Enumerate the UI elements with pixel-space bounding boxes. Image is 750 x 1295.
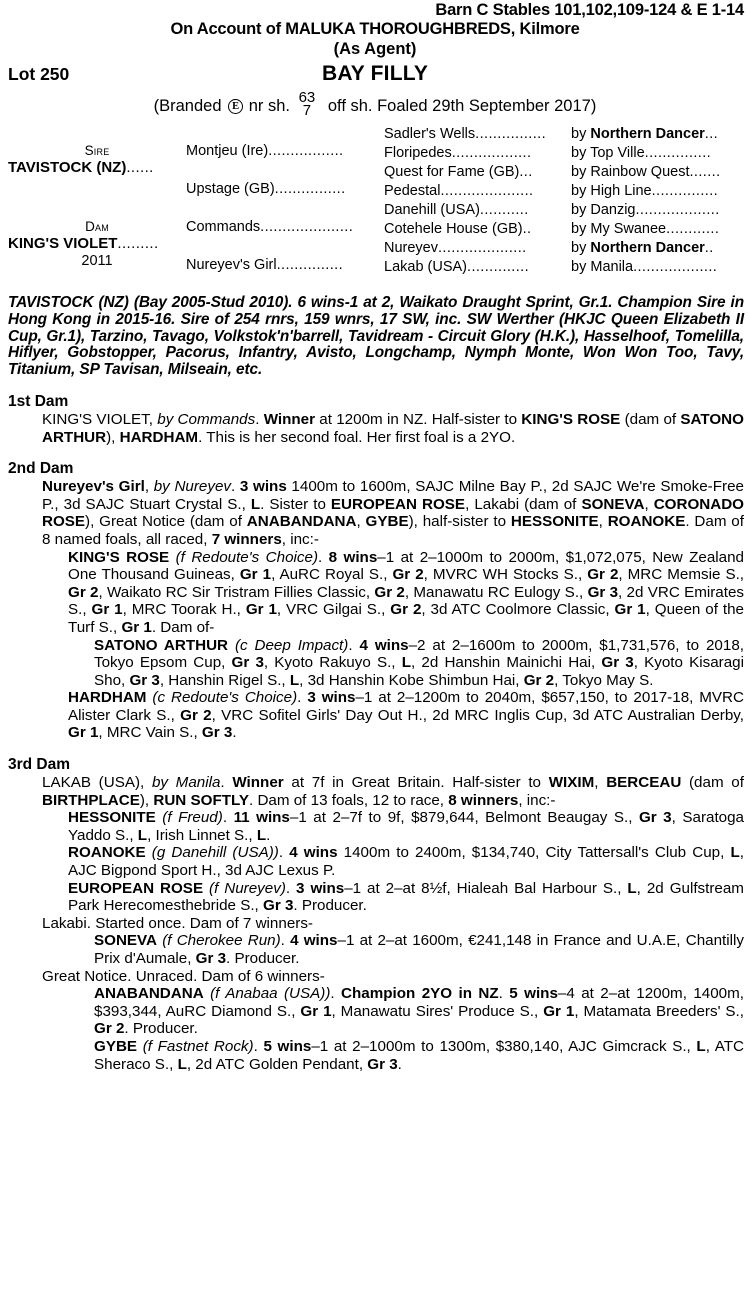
first-dam-heading: 1st Dam [8,392,69,410]
great-grandparent-2: Floripedes.................. [384,145,532,161]
sire-block [8,143,186,176]
second-dam-heading: 2nd Dam [8,460,74,478]
great-grandparent-6: Cotehele House (GB).. [384,221,532,237]
dam-label: Dam [85,219,109,234]
brand-numerator: 63 [298,89,316,106]
roanoke-detail: 1400m to 2400m, $134,740, City Tattersall's Club Cup, L, AJC Bigpond Sport H., 3d AJC Lexus P. [68,844,744,880]
grandparent-4: Nureyev's Girl............... [186,257,344,273]
pedigree-col-sires-of [571,125,750,281]
gg-sire-8: by Manila................... [571,259,718,275]
dam-year: 2011 [81,253,113,269]
gg-sire-4: by High Line............... [571,183,719,199]
great-grandparent-3: Quest for Fame (GB)... [384,164,533,180]
pedigree-col-grandparents [186,125,380,281]
first-dam-body: KING'S VIOLET, by Commands. Winner at 1200m in NZ. Half-sister to KING'S ROSE (dam of SATONO ARTHUR), HARDHAM. This is her second foal. Her first foal is a 2YO. [42,410,744,446]
progeny-hardham: HARDHAM (c Redoute's Choice). 3 wins–1 at 2–1200m to 2040m, $657,150, to 2017-18, MVRC Alister Clark S., Gr 2, VRC Sofitel Girls' Day Out H., 2d MRC Inglis Cup, 3d ATC Australian Derby, Gr 1, MRC Vain S., Gr 3. [68,689,744,742]
progeny-kings-rose: KING'S ROSE (f Redoute's Choice). 8 wins–1 at 2–1000m to 2000m, $1,072,075, New Zealand One Thousand Guineas, Gr 1, AuRC Royal S., Gr 2, MVRC WH Stocks S., Gr 2, MRC Memsie S., Gr 2, Waikato RC Sir Tristram Fillies Classic, Gr 2, Manawatu RC Eulogy S., Gr 3, 2d VRC Emirates S., Gr 1, MRC Toorak H., Gr 1, VRC Gilgai S., Gr 2, 3d ATC Coolmore Classic, Gr 1, Queen of the Turf S., Gr 1. Dam of- [68,548,745,636]
great-notice-note: Great Notice. Unraced. Dam of 6 winners- [42,967,325,985]
brand-number-fraction [299,91,316,117]
account-line: On Account of MALUKA THOROUGHBREDS, Kilmore [170,20,580,38]
sire-name: TAVISTOCK (NZ)...... [8,159,154,176]
great-grandparent-5: Danehill (USA)........... [384,202,529,218]
kings-rose-detail: –1 at 2–1000m to 2000m, $1,072,075, New Zealand One Thousand Guineas, Gr 1, AuRC Royal S., Gr 2, MVRC WH Stocks S., Gr 2, MRC Memsie S., Gr 2, Waikato RC Sir Tristram Fillies Classic, Gr 2, Manawatu RC Eulogy S., Gr 3, 2d VRC Emirates S., Gr 1, MRC Toorak H., Gr 1, VRC Gilgai S., Gr 2, 3d ATC Coolmore Classic, Gr 1, Queen of the Turf S., Gr 1. Dam of- [68,548,745,636]
grandparent-3: Commands..................... [186,219,354,235]
european-rose-detail: –1 at 2–at 8½f, Hialeah Bal Harbour S., L, 2d Gulfstream Park Herecomesthebride S., Gr 3. Producer. [68,879,744,915]
grandparent-2: Upstage (GB)................ [186,181,346,197]
barn-stables-line: Barn C Stables 101,102,109-124 & E 1-14 [435,1,744,19]
branded-suffix: off sh. Foaled 29th September 2017) [327,97,597,115]
dam-name: KING'S VIOLET......... [8,235,159,252]
gg-sire-6: by My Swanee............ [571,221,720,237]
brand-letter: E [232,101,240,112]
dam-dots: ......... [117,235,159,252]
agent-line: (As Agent) [333,40,417,58]
progeny-satono-arthur: SATONO ARTHUR (c Deep Impact). 4 wins–2 at 2–1600m to 2000m, $1,731,576, to 2018, Tokyo Epsom Cup, Gr 3, Kyoto Rakuyo S., L, 2d Hanshin Mainichi Hai, Gr 3, Kyoto Kisaragi Sho, Gr 3, Hanshin Rigel S., L, 3d Hanshin Kobe Shimbun Hai, Gr 2, Tokyo May S. [94,636,745,689]
great-grandparent-1: Sadler's Wells................ [384,126,547,142]
satono-arthur-detail: –2 at 2–1600m to 2000m, $1,731,576, to 2018, Tokyo Epsom Cup, Gr 3, Kyoto Rakuyo S., L, 2d Hanshin Mainichi Hai, Gr 3, Kyoto Kisaragi Sho, Gr 3, Hanshin Rigel S., L, 3d Hanshin Kobe Shimbun Hai, Gr 2, Tokyo May S. [94,636,745,689]
branding-line [4,91,746,117]
gg-sire-7: by Northern Dancer.. [571,240,714,256]
progeny-soneva: SONEVA (f Cherokee Run). 4 wins–1 at 2–at 1600m, €241,148 in France and U.A.E, Chantilly Prix d'Aumale, Gr 3. Producer. [94,932,744,968]
progeny-hessonite: HESSONITE (f Freud). 11 wins–1 at 2–7f to 9f, $879,644, Belmont Beaugay S., Gr 3, Saratoga Yaddo S., L, Irish Linnet S., L. [68,809,745,844]
progeny-european-rose: EUROPEAN ROSE (f Nureyev). 3 wins–1 at 2–at 8½f, Hialeah Bal Harbour S., L, 2d Gulfstream Park Herecomesthebride S., Gr 3. Producer. [68,879,744,915]
branded-near-shoulder: nr sh. [248,97,290,115]
great-grandparent-8: Lakab (USA).............. [384,259,530,275]
brand-denominator: 7 [302,102,312,119]
hardham-detail: –1 at 2–1200m to 2040m, $657,150, to 2017-18, MVRC Alister Clark S., Gr 2, VRC Sofitel Girls' Day Out H., 2d MRC Inglis Cup, 3d ATC Australian Derby, Gr 1, MRC Vain S., Gr 3. [68,689,744,742]
progeny-roanoke: ROANOKE (g Danehill (USA)). 4 wins 1400m to 2400m, $134,740, City Tattersall's Club Cup, L, AJC Bigpond Sport H., 3d AJC Lexus P. [68,844,744,880]
sire-summary-paragraph: TAVISTOCK (NZ) (Bay 2005-Stud 2010). 6 wins-1 at 2, Waikato Draught Sprint, Gr.1. Champion Sire in Hong Kong in 2015-16. Sire of 254 rnrs, 159 wnrs, 17 SW, inc. SW Werther (HKJC Queen Elizabeth II Cup, Gr.1), Tarzino, Tavago, Volkstok'n'barrell, Tavidream - Circuit Glory (H.K.), Hasselhoof, Tomelilla, Hiflyer, Gobstopper, Pacorus, Infantry, Avisto, Longchamp, Nymph Monte, Won Won Too, Tavy, Titanium, SP Tavisan, Milseain, etc. [8,294,744,379]
pedigree-col-parents [8,125,186,281]
gg-sire-5: by Danzig................... [571,202,720,218]
soneva-detail: –1 at 2–at 1600m, €241,148 in France and U.A.E, Chantilly Prix d'Aumale, Gr 3. Producer. [94,932,744,968]
second-dam-body: Nureyev's Girl, by Nureyev. 3 wins 1400m to 1600m, SAJC Milne Bay P., 2d SAJC We're Smoke-Free P., 3d SAJC Stuart Crystal S., L. Sister to EUROPEAN ROSE, Lakabi (dam of SONEVA, CORONADO ROSE), Great Notice (dam of ANABANDANA, GYBE), half-sister to HESSONITE, ROANOKE. Dam of 8 named foals, all raced, 7 winners, inc:- [42,478,744,548]
gybe-detail: –1 at 2–1000m to 1300m, $380,140, AJC Gimcrack S., L, ATC Sheraco S., L, 2d ATC Golden Pendant, Gr 3. [94,1037,744,1073]
gg-sire-1: by Northern Dancer... [571,126,719,142]
lot-number: Lot 250 [8,64,70,84]
third-dam-heading: 3rd Dam [8,756,71,774]
dam-block [8,219,186,270]
great-grandparent-4: Pedestal..................... [384,183,534,199]
progeny-gybe: GYBE (f Fastnet Rock). 5 wins–1 at 2–1000m to 1300m, $380,140, AJC Gimcrack S., L, ATC Sheraco S., L, 2d ATC Golden Pendant, Gr 3. [94,1037,744,1073]
grandparent-1: Montjeu (Ire)................. [186,143,344,159]
lakabi-note: Lakabi. Started once. Dam of 7 winners- [42,914,313,932]
sire-label: Sire [84,143,110,158]
third-dam-body: LAKAB (USA), by Manila. Winner at 7f in Great Britain. Half-sister to WIXIM, BERCEAU (dam of BIRTHPLACE), RUN SOFTLY. Dam of 13 foals, 12 to race, 8 winners, inc:- [42,774,744,809]
branded-prefix: (Branded [153,97,222,115]
pedigree-table [4,125,746,281]
page-title: BAY FILLY [321,62,429,85]
progeny-anabandana: ANABANDANA (f Anabaa (USA)). Champion 2YO in NZ. 5 wins–4 at 2–at 1200m, 1400m, $393,344, AuRC Diamond S., Gr 1, Manawatu Sires' Produce S., Gr 1, Matamata Breeders' S., Gr 2. Producer. [94,985,744,1038]
lot-title-row [4,62,746,90]
sire-dots: ...... [126,159,154,176]
anabandana-detail: –4 at 2–at 1200m, 1400m, $393,344, AuRC Diamond S., Gr 1, Manawatu Sires' Produce S., Gr 1, Matamata Breeders' S., Gr 2. Producer. [94,985,744,1038]
gg-sire-3: by Rainbow Quest....... [571,164,721,180]
great-grandparent-7: Nureyev.................... [384,240,527,256]
hessonite-detail: –1 at 2–7f to 9f, $879,644, Belmont Beaugay S., Gr 3, Saratoga Yaddo S., L, Irish Linnet S., L. [68,809,745,844]
pedigree-col-great-grandparents [384,125,572,281]
gg-sire-2: by Top Ville............... [571,145,712,161]
brand-symbol-icon [228,99,243,114]
